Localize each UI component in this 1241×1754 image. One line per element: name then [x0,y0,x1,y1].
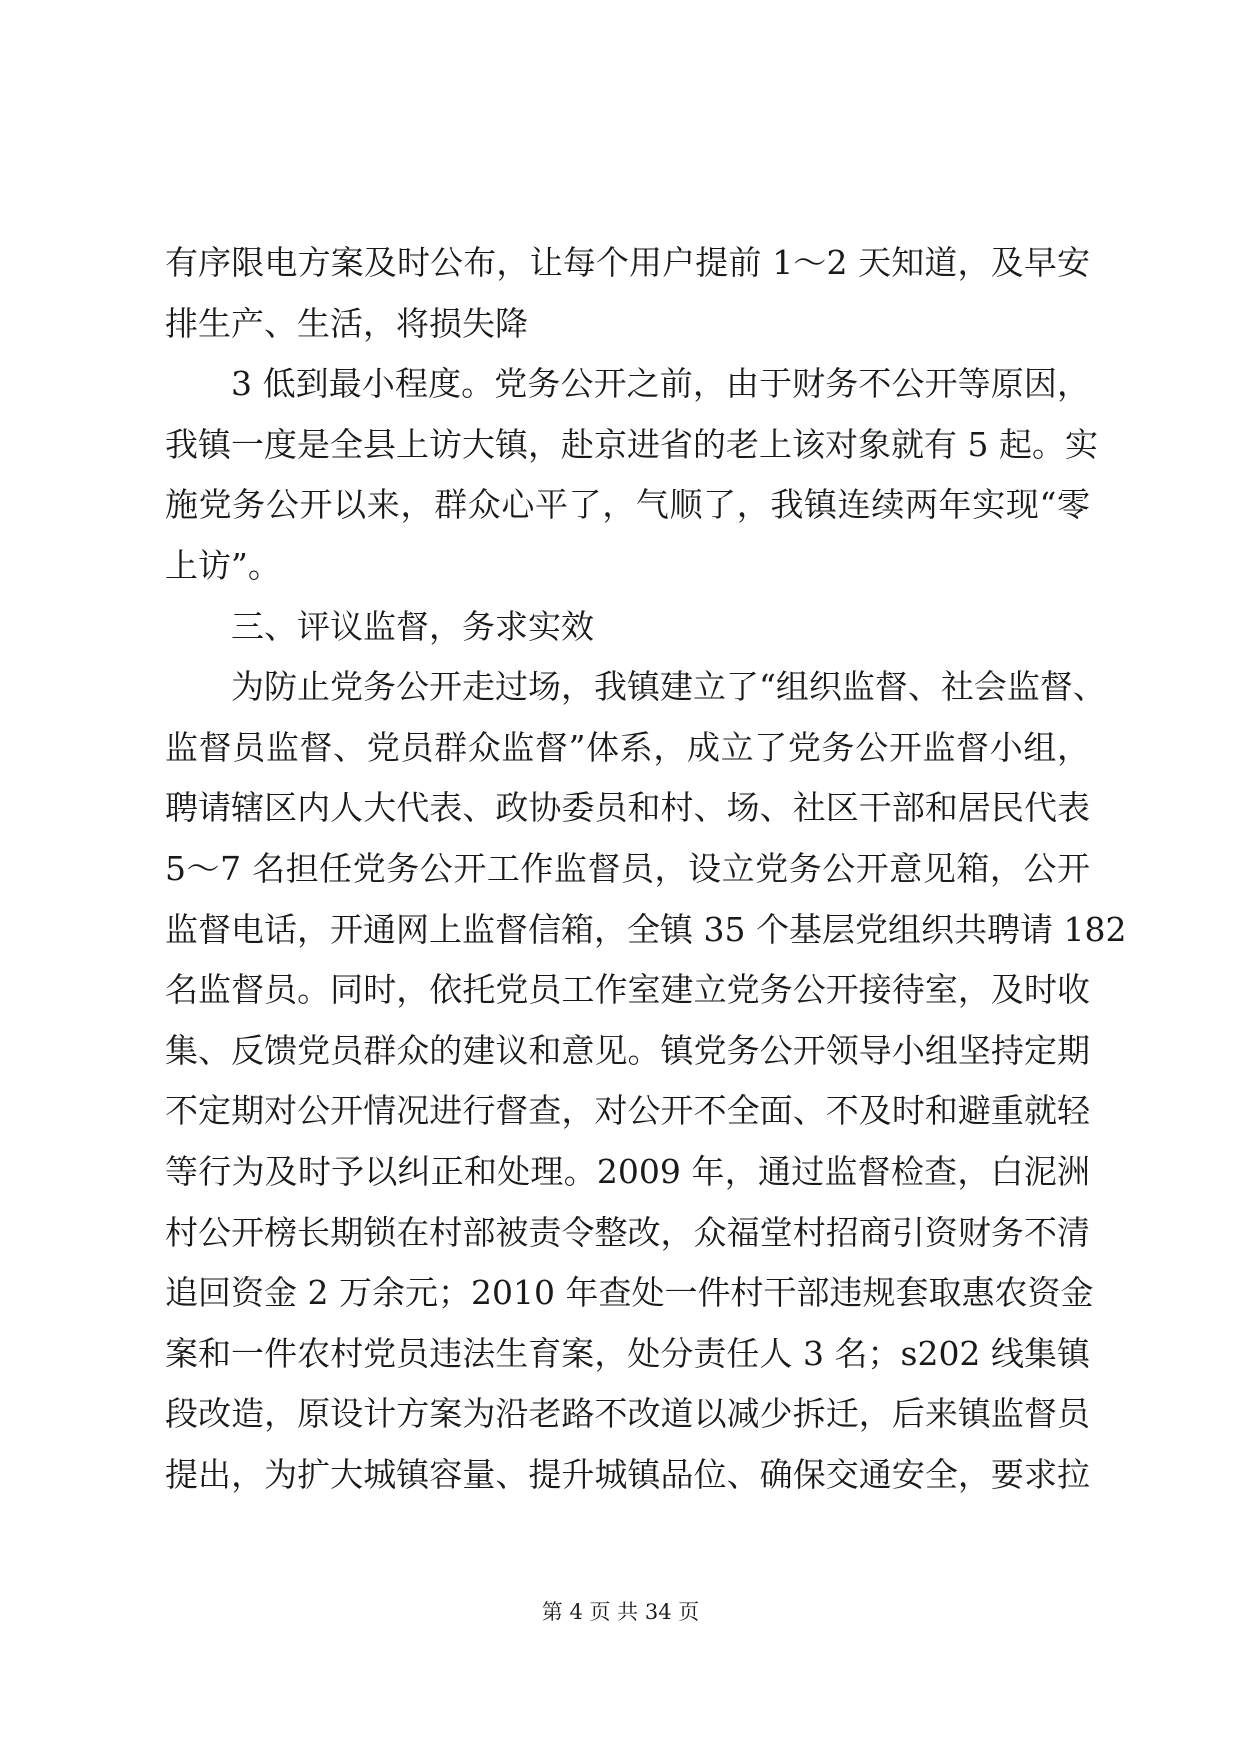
text-line: 为防止党务公开走过场，我镇建立了“组织监督、社会监督、 [231,667,1106,707]
text-line: 村公开榜长期锁在村部被责令整改，众福堂村招商引资财务不清 [165,1212,1090,1252]
text-line: 5～7 名担任党务公开工作监督员，设立党务公开意见箱，公开 [165,848,1090,888]
text-line: 提出，为扩大城镇容量、提升城镇品位、确保交通安全，要求拉 [165,1454,1090,1494]
document-body [165,233,1127,1505]
text-line: 三、评议监督，务求实效 [231,606,594,646]
page-number-footer: 第 4 页 共 34 页 [541,1600,700,1624]
text-line: 监督电话，开通网上监督信箱，全镇 35 个基层党组织共聘请 182 [165,909,1127,949]
text-line: 排生产、生活，将损失降 [165,303,528,343]
text-line: 名监督员。同时，依托党员工作室建立党务公开接待室，及时收 [165,970,1090,1010]
text-line: 我镇一度是全县上访大镇，赴京进省的老上该对象就有 5 起。实 [165,424,1098,464]
text-line: 等行为及时予以纠正和处理。2009 年，通过监督检查，白泥洲 [165,1151,1090,1191]
text-line: 追回资金 2 万余元；2010 年查处一件村干部违规套取惠农资金 [165,1273,1094,1313]
text-line: 聘请辖区内人大代表、政协委员和村、场、社区干部和居民代表 [165,788,1090,828]
text-line: 集、反馈党员群众的建议和意见。镇党务公开领导小组坚持定期 [165,1030,1090,1070]
text-line: 上访”。 [165,545,281,585]
text-line: 监督员监督、党员群众监督”体系，成立了党务公开监督小组， [165,727,1090,767]
text-line: 施党务公开以来，群众心平了，气顺了，我镇连续两年实现“零 [165,485,1090,525]
text-line: 3 低到最小程度。党务公开之前，由于财务不公开等原因， [231,364,1090,404]
text-line: 不定期对公开情况进行督查，对公开不全面、不及时和避重就轻 [165,1091,1090,1131]
text-line: 案和一件农村党员违法生育案，处分责任人 3 名；s202 线集镇 [165,1333,1090,1373]
text-line: 段改造，原设计方案为沿老路不改道以减少拆迁，后来镇监督员 [165,1394,1090,1434]
text-line: 有序限电方案及时公布，让每个用户提前 1～2 天知道，及早安 [165,243,1090,282]
